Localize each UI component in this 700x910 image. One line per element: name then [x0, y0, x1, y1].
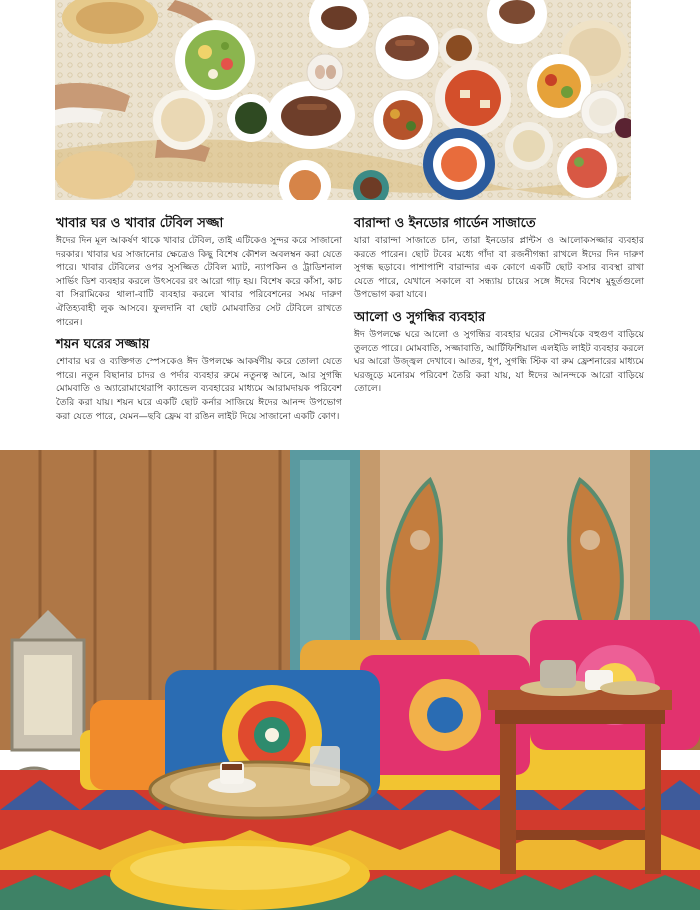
dining-body: ঈদের দিন মূল আকর্ষণ থাকে খাবার টেবিল, তাই এটিকেও সুন্দর করে সাজানো দরকার। খাবার ঘর সাজানোর ক্ষেত্রেও কিছু বিশেষ কৌশল অবলম্বন করা যেতে পারে। খাবার টেবিলের ওপর সুসজ্জিত টেবিল ম্যাট, ন্যাপকিন ও ট্রাডিশনাল সার্ভিং ডিশ ব্যবহার করলে উৎসবের রং আরো গাঢ় হয়। বিশেষ করে কাঁসা, কাচ বা সিরামিকের থালা-বাটি ব্যবহার করলে খাবার পরিবেশনের সময় দারুণ ঐতিহ্যবাহী লুক আসবে। ফুলদানি বা ছোট মোমবাতির সেট টেবিলে রাখতে পারেন। — [56, 235, 342, 328]
bedroom-body: শোবার ঘর ও ব্যক্তিগত স্পেসকেও ঈদ উপলক্ষে আকর্ষণীয় করে তোলা যেতে পারে। নতুন বিছানার চাদর ও পর্দার ব্যবহার রুমে নতুনত্ব আনে, আর সুগন্ধি মোমবাতি ও অ্যারোমাথেরাপি ক্যান্ডেল ব্যবহারের মাধ্যমে আরামদায়ক পরিবেশ তৈরি করা যায়। শয়ন ঘরে একটি ছোট কর্নার সাজিয়ে ঈদের আনন্দ উপভোগ করা যেতে পারে, যেমন—ছবি ফ্রেম বা রঙিন লাইট দিয়ে সাজানো একটি কোণ। — [56, 356, 342, 422]
lighting-body: ঈদ উপলক্ষে ঘরে আলো ও সুগন্ধির ব্যবহার ঘরের সৌন্দর্যকে বহুগুণ বাড়িয়ে তুলতে পারে। মোমবাতি, সজ্জাবাতি, আর্টিফিশিয়াল এলইডি লাইট ব্যবহার করলে ঘর আরো উজ্জ্বল দেখাবে। আতর, ধূপ, সুগন্ধি স্টিক বা রুম ফ্রেশনারের মাধ্যমে ঘরজুড়ে মনোরম পরিবেশ তৈরি করা যায়, যা ঈদের আনন্দকে আরো বাড়িয়ে তোলে। — [354, 328, 644, 395]
balcony-body: যারা বারান্দা সাজাতে চান, তারা ইনডোর প্লান্টস ও আলোকসজ্জার ব্যবহার করতে পারেন। ছোট টবের মধ্যে গাঁদা বা রজনীগন্ধা রাখলে ঈদের দিন দারুণ সুগন্ধ ছড়াবে। পাশাপাশি বারান্দার এক কোণে একটি ছোট বসার ব্যবস্থা রাখা যেতে পারে, যেখানে সকালে বা সন্ধ্যায় চায়ের সঙ্গে ঈদের বিশেষ মুহূর্তগুলো উপভোগ করা যাবে। — [354, 235, 644, 301]
bedroom-heading: শয়ন ঘরের সজ্জায় — [56, 337, 150, 353]
lounge-corner-photo — [0, 450, 700, 910]
food-spread-photo — [55, 0, 631, 200]
left-column — [56, 216, 342, 431]
right-column — [354, 216, 644, 404]
dining-heading: খাবার ঘর ও খাবার টেবিল সজ্জা — [56, 216, 224, 231]
lighting-heading: আলো ও সুগন্ধির ব্যবহার — [354, 309, 486, 325]
lounge-corner-illustration — [0, 450, 700, 910]
food-spread-illustration — [55, 0, 631, 200]
balcony-heading: বারান্দা ও ইনডোর গার্ডেন সাজাতে — [354, 216, 536, 231]
